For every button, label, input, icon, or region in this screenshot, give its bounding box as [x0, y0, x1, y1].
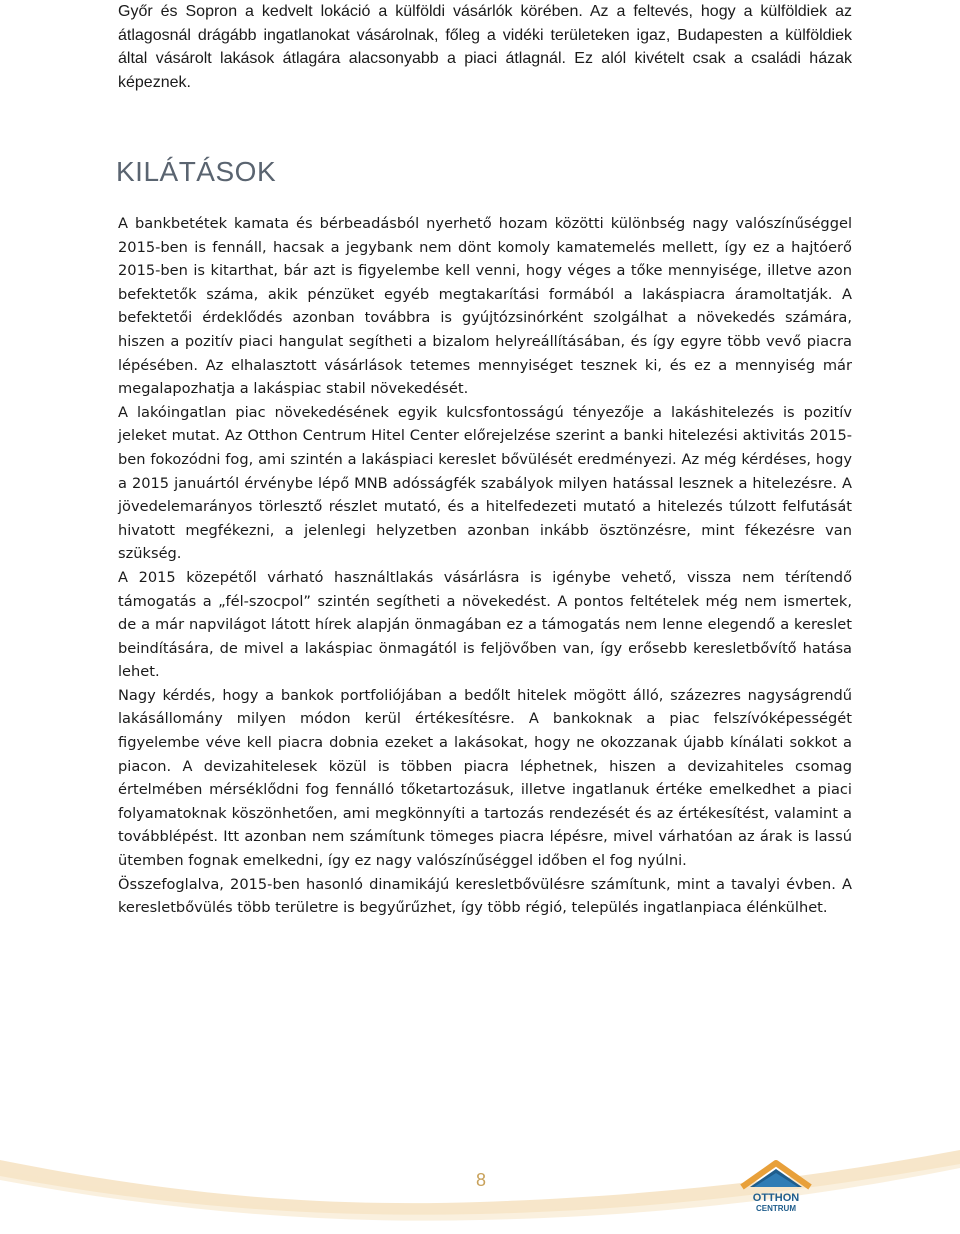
body-paragraph: Nagy kérdés, hogy a bankok portfoliójában a bedőlt hitelek mögött álló, százezres nagyságrendű lakásállomány milyen módon kerül értékesítésre. A bankoknak a piac felszívóképességét figyelembe véve kell piacra dobnia ezeket a lakásokat, hogy ne okozzanak újabb kínálati sokkot a piacon. A devizahitelesek közül is többen piacra léphetnek, hiszen a devizahiteles csomag értelmében mérséklődni fog fennálló tőketartozásuk, illetve ingatlanuk értéke emelkedhet a piaci folyamatoknak köszönhetően, ami megkönnyíti a tartozás rendezését és az értékesítést, valamint a továbblépést. Itt azonban nem számítunk tömeges piacra lépésre, mivel várhatóan az árak is lassú ütemben fognak emelkedni, így ez nagy valószínűséggel időben el fog nyúlni. — [118, 686, 852, 870]
section-heading: KILÁTÁSOK — [116, 156, 277, 187]
body-paragraph: Összefoglalva, 2015-ben hasonló dinamikájú keresletbővülésre számítunk, mint a tavalyi évben. A keresletbővülés több területre is begyűrűzhet, így több régió, település ingatlanpiaca élénkülhet. — [118, 875, 852, 917]
page-number: 8 — [476, 1170, 487, 1190]
body-paragraph: A 2015 közepétől várható használtlakás vásárlásra is igénybe vehető, vissza nem térítendő támogatás a „fél-szocpol” szintén segítheti a növekedést. A pontos feltételek még nem ismertek, de a már napvilágot látott hírek alapján önmagában ez a támogatás nem lenne elegendő a kereslet beindítására, de mivel a lakáspiac önmagától is feljövőben van, így erősebb keresletbővítő hatása lehet. — [118, 568, 852, 681]
intro-paragraph: Győr és Sopron a kedvelt lokáció a külföldi vásárlók körében. Az a feltevés, hogy a külföldiek az átlagosnál drágább ingatlanokat vásárolnak, főleg a vidéki területeken igaz, Budapesten a külföldiek által vásárolt lakások átlagára alacsonyabb a piaci átlagnál. Ez alól kivételt csak a családi házak képeznek. — [118, 3, 852, 91]
logo-line2: CENTRUM — [756, 1204, 796, 1213]
body-paragraph: A bankbetétek kamata és bérbeadásból nyerhető hozam közötti különbség nagy valószínűséggel 2015-ben is fennáll, hacsak a jegybank nem dönt komoly kamatemelés mellett, így ez a hajtóerő 2015-ben is kitarthat, bár azt is figyelembe kell venni, hogy véges a tőke mennyisége, illetve azon befektetők száma, akik pénzüket egyéb megtakarítási formából a lakáspiacra áramoltatják. A befektetői érdeklődés azonban továbbra is gyújtózsinórként szolgálhat a növekedés számára, hiszen a pozitív piaci hangulat segítheti a bizalom helyreállításában, és így egyre több vevő piacra lépésében. Az elhalasztott vásárlások tetemes mennyiséget tesznek ki, és ez a mennyiség már megalapozhatja a lakáspiac stabil növekedését. — [118, 215, 852, 398]
otthon-centrum-logo — [736, 1157, 816, 1215]
section-body — [118, 212, 852, 920]
body-paragraph: A lakóingatlan piac növekedésének egyik kulcsfontosságú tényezője a lakáshitelezés is pozitív jeleket mutat. Az Otthon Centrum Hitel Center előrejelzése szerint a banki hitelezési aktivitás 2015-ben fokozódni fog, ami szintén a lakáspiaci kereslet bővülését eredményezi. Az még kérdéses, hogy a 2015 januártól érvénybe lépő MNB adósságfék szabályok milyen hatással lesznek a hitelezésre. A jövedelemarányos törlesztő részlet mutató, és a hitelfedezeti mutató a hitelezés túlzott felfutását hivatott megfékezni, a jelenlegi helyzetben azonban inkább ösztönzésre, mint fékezésre van szükség. — [118, 403, 852, 563]
logo-line1: OTTHON — [752, 1192, 800, 1204]
